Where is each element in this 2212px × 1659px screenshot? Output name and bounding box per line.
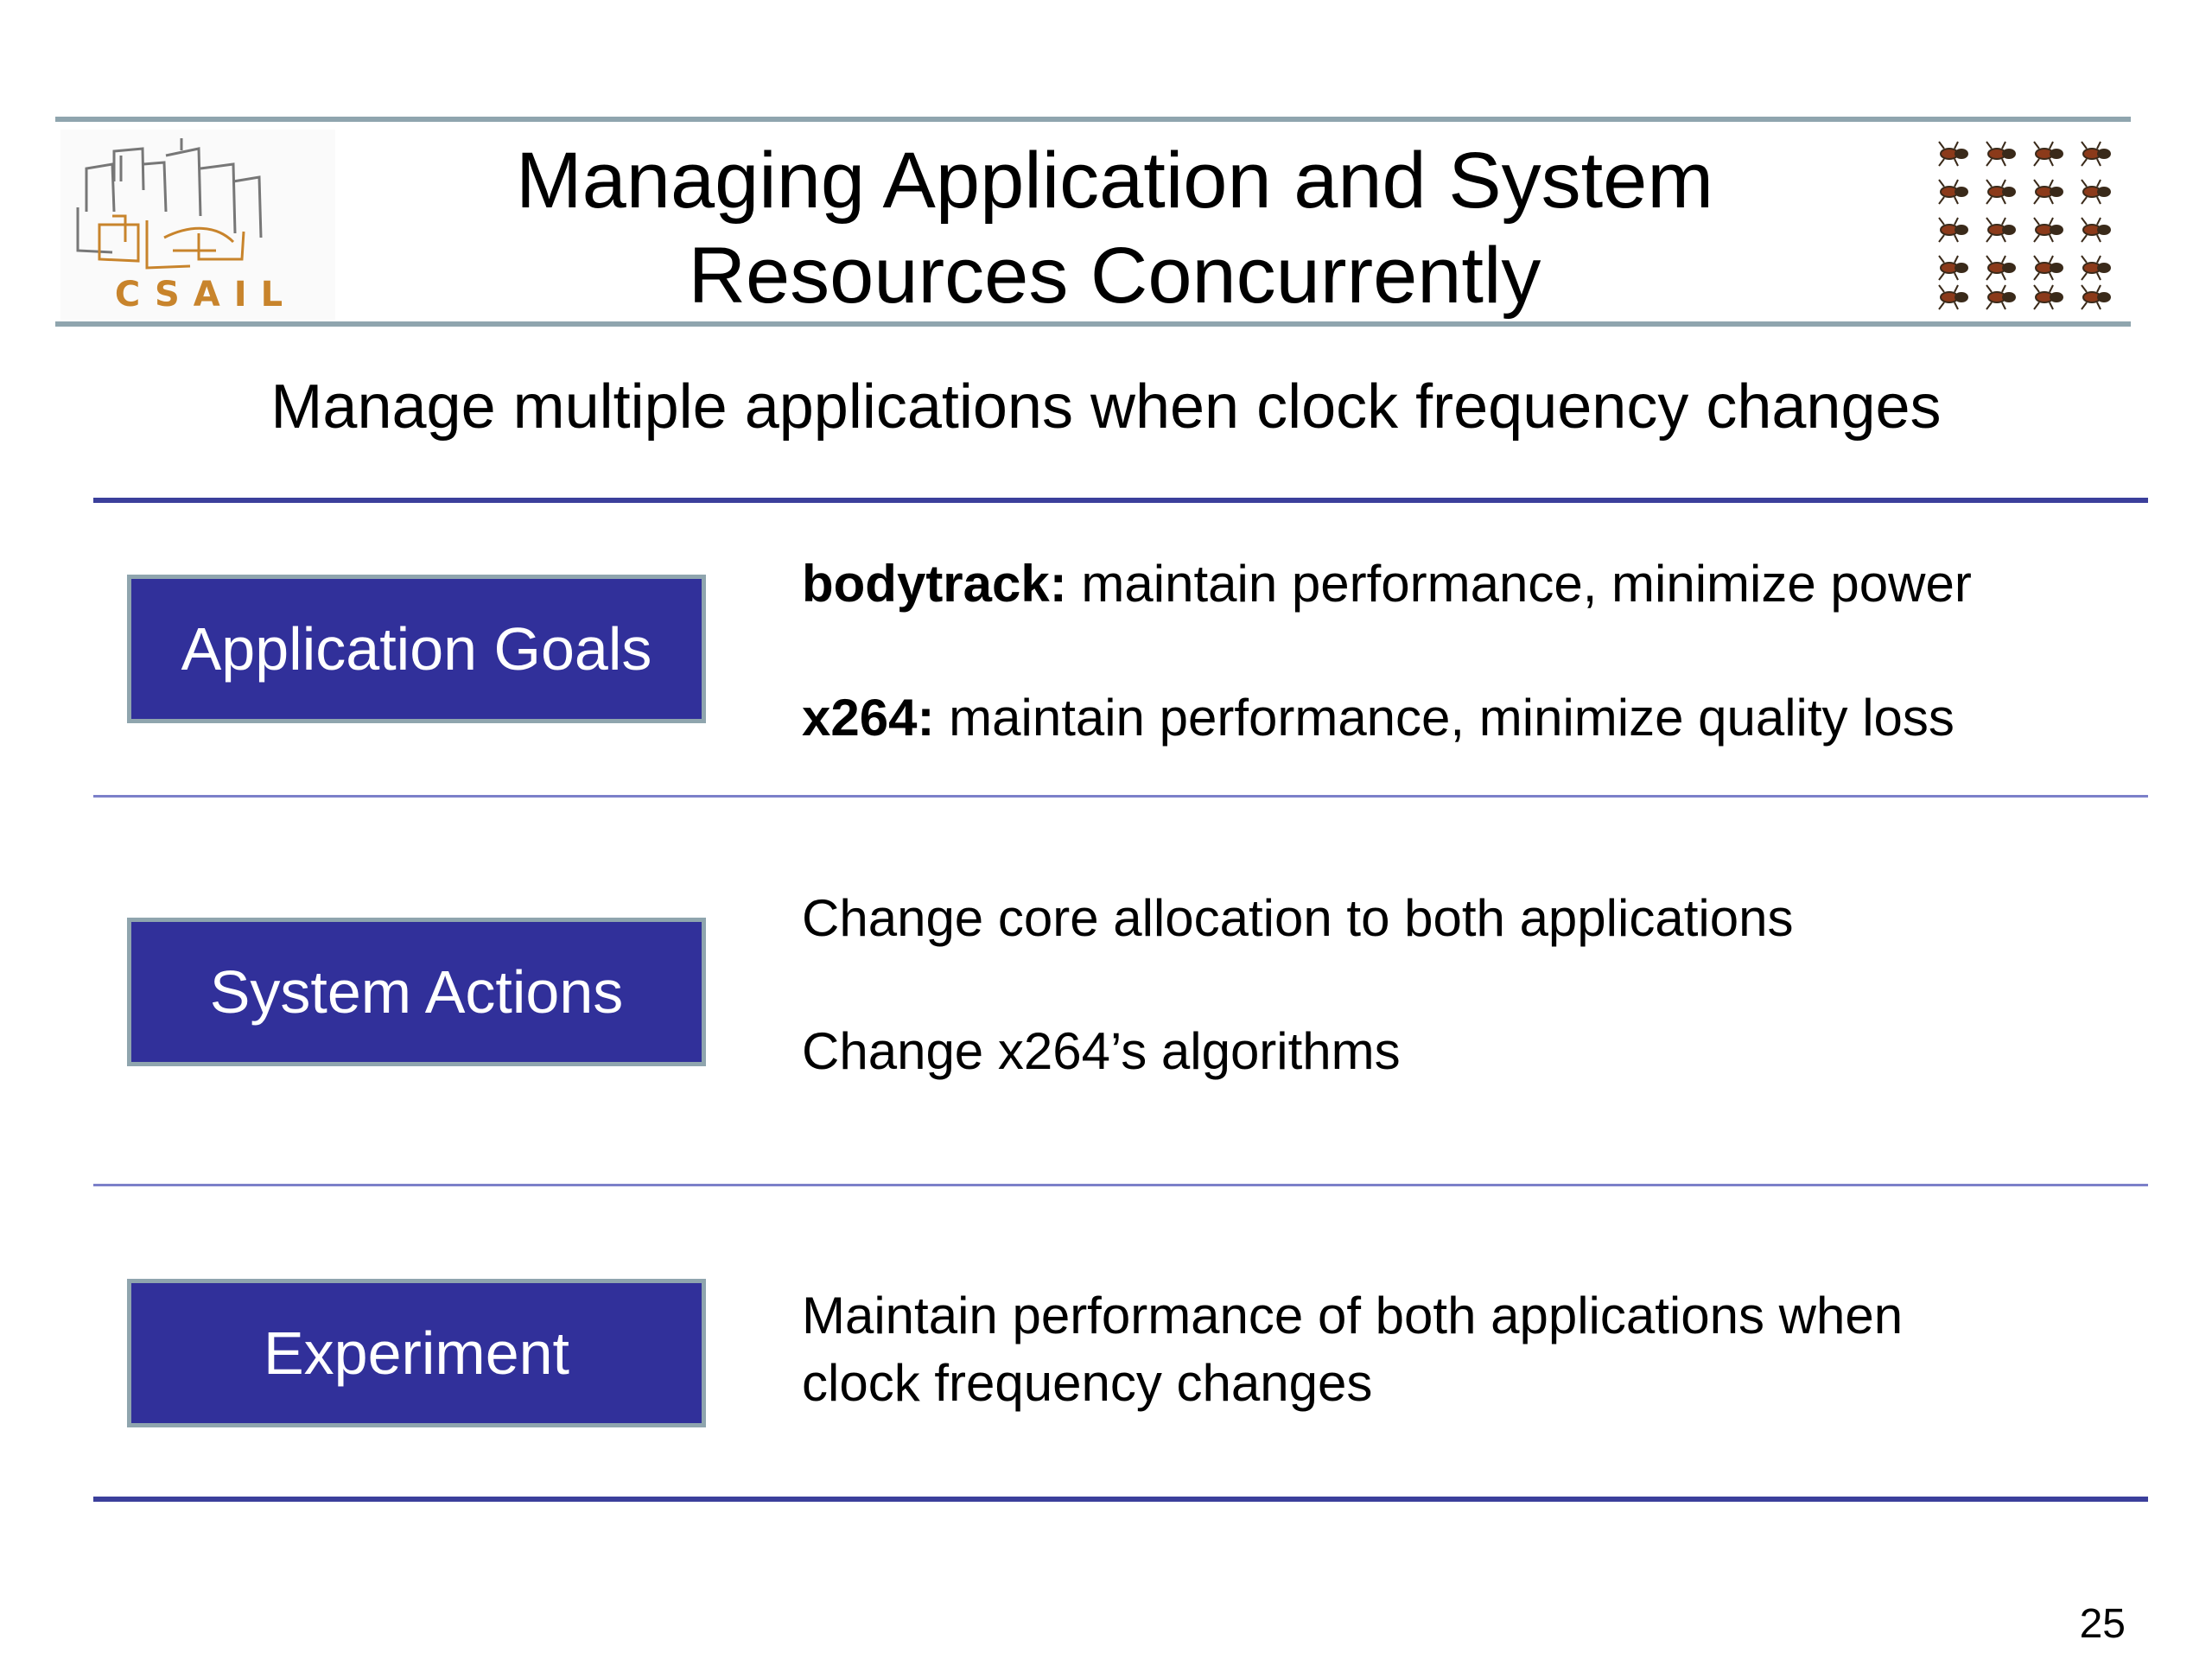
goal-bodytrack-app: bodytrack: [802,555,1067,613]
experiment-box: Experiment [127,1279,706,1427]
application-goals-box: Application Goals [127,575,706,723]
section-bottom-rule [93,1497,2148,1502]
action-core-allocation: Change core allocation to both applications [802,889,1794,947]
csail-logo-text: CSAIL [114,275,297,315]
ants-logo-icon [1932,137,2133,315]
title-line-1: Managing Application and System [516,137,1713,225]
experiment-line-2: clock frequency changes [802,1354,1373,1412]
header-top-rule [55,117,2131,122]
experiment-line-1: Maintain performance of both applications when [802,1287,1904,1344]
action-x264-algorithms: Change x264’s algorithms [802,1022,1401,1080]
goal-x264 [802,684,1955,752]
goal-x264-app: x264: [802,689,935,747]
goal-bodytrack-text: maintain performance, minimize power [1066,555,1972,613]
goal-x264-text: maintain performance, minimize quality loss [934,689,1955,747]
page-number: 25 [2079,1601,2126,1647]
goal-bodytrack [802,550,1972,618]
section-top-rule [93,498,2148,503]
section-divider-1 [93,795,2148,798]
section-divider-2 [93,1184,2148,1186]
title-line-2: Resources Concurrently [688,232,1541,320]
slide-subtitle: Manage multiple applications when clock frequency changes [270,372,1942,442]
system-actions-box: System Actions [127,918,706,1066]
slide-title [363,133,1866,323]
